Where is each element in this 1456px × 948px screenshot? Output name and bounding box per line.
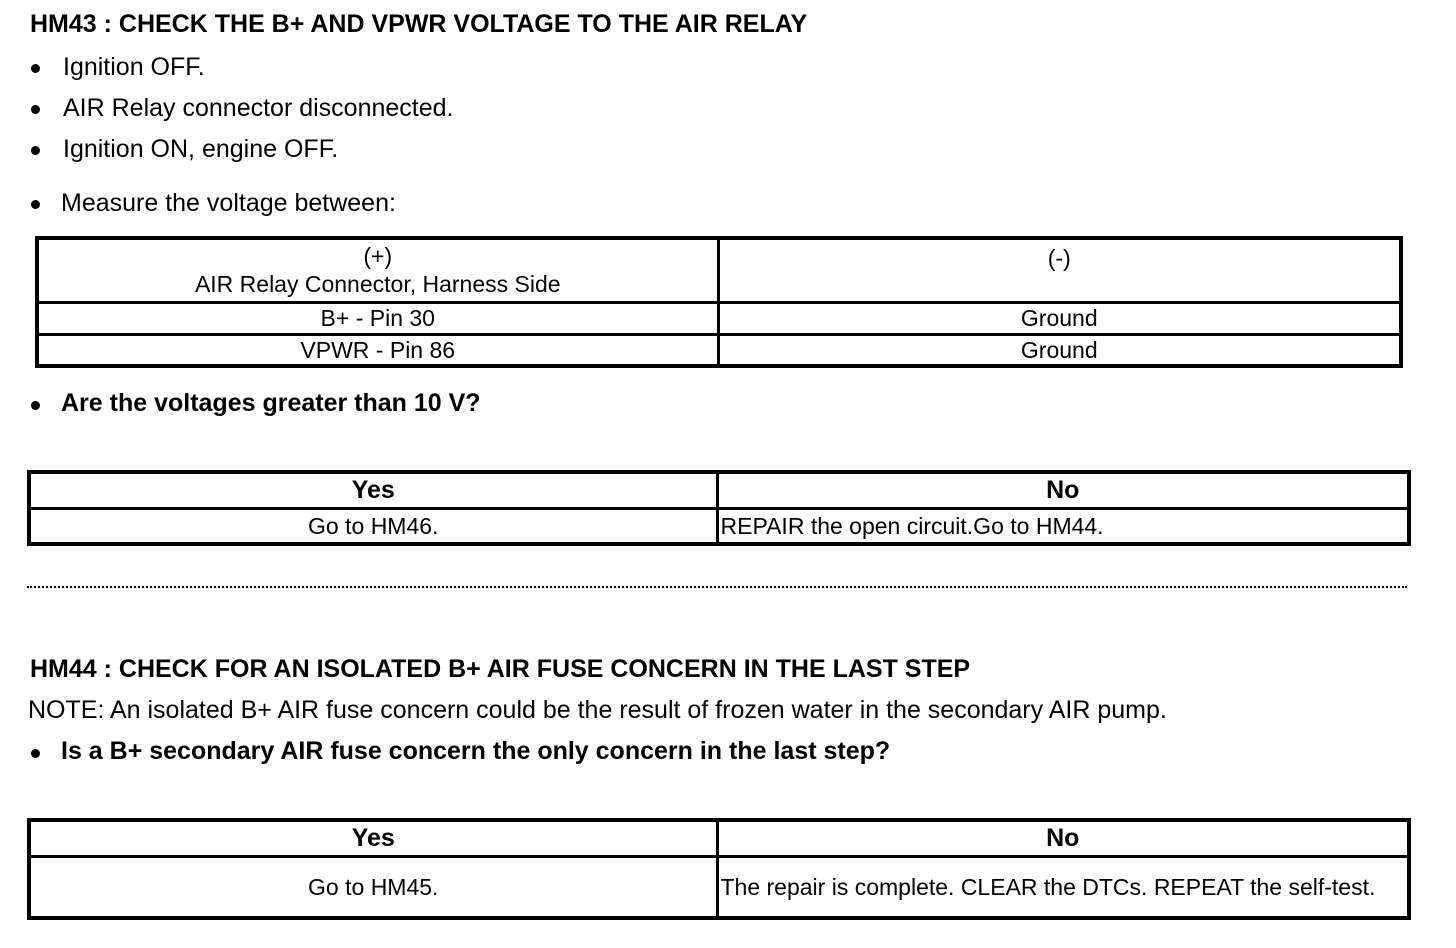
measure-header-minus-symbol: (-) bbox=[1047, 245, 1071, 271]
no-action: REPAIR the open circuit.Go to HM44. bbox=[717, 508, 1409, 544]
no-header: No bbox=[717, 472, 1409, 508]
table-row bbox=[29, 856, 1409, 918]
yes-header: Yes bbox=[29, 472, 717, 508]
measure-row-minus: Ground bbox=[718, 334, 1401, 366]
hm44-heading: HM44 : CHECK FOR AN ISOLATED B+ AIR FUSE CONCERN IN THE LAST STEP bbox=[30, 655, 971, 683]
hm44-question: Is a B+ secondary AIR fuse concern the only concern in the last step? bbox=[61, 737, 891, 765]
table-row bbox=[29, 508, 1409, 544]
measure-row-plus: VPWR - Pin 86 bbox=[37, 334, 718, 366]
bullet-icon bbox=[31, 401, 40, 410]
hm43-heading: HM43 : CHECK THE B+ AND VPWR VOLTAGE TO THE AIR RELAY bbox=[30, 10, 808, 38]
measure-header-plus-symbol: (+) bbox=[363, 243, 393, 270]
bullet-icon bbox=[31, 146, 40, 155]
measure-row-plus: B+ - Pin 30 bbox=[37, 302, 718, 334]
measure-table-header-row bbox=[37, 238, 1401, 302]
measure-header-minus bbox=[718, 238, 1401, 302]
measure-table bbox=[35, 236, 1403, 368]
bullet-icon bbox=[31, 64, 40, 73]
hm43-step-3: Ignition ON, engine OFF. bbox=[63, 135, 339, 163]
hm43-measure-text: Measure the voltage between: bbox=[61, 189, 396, 217]
yes-action: Go to HM46. bbox=[29, 508, 717, 544]
hm43-step-2: AIR Relay connector disconnected. bbox=[63, 94, 454, 122]
hm43-decision-table bbox=[27, 470, 1411, 546]
hm44-note: NOTE: An isolated B+ AIR fuse concern could be the result of frozen water in the secondary AIR pump. bbox=[28, 696, 1167, 724]
measure-header-plus bbox=[37, 238, 718, 302]
decision-header-row bbox=[29, 472, 1409, 508]
section-divider bbox=[27, 586, 1407, 588]
hm44-decision-table bbox=[27, 818, 1411, 920]
no-header: No bbox=[717, 820, 1409, 856]
table-row bbox=[37, 334, 1401, 366]
yes-action: Go to HM45. bbox=[29, 856, 717, 918]
decision-header-row bbox=[29, 820, 1409, 856]
table-row bbox=[37, 302, 1401, 334]
measure-row-minus: Ground bbox=[718, 302, 1401, 334]
hm43-step-1: Ignition OFF. bbox=[63, 53, 205, 81]
no-action: The repair is complete. CLEAR the DTCs. REPEAT the self-test. bbox=[717, 856, 1409, 918]
measure-header-plus-label: AIR Relay Connector, Harness Side bbox=[194, 271, 561, 298]
bullet-icon bbox=[31, 749, 40, 758]
bullet-icon bbox=[31, 105, 40, 114]
yes-header: Yes bbox=[29, 820, 717, 856]
bullet-icon bbox=[31, 200, 40, 209]
hm43-question: Are the voltages greater than 10 V? bbox=[61, 389, 481, 417]
